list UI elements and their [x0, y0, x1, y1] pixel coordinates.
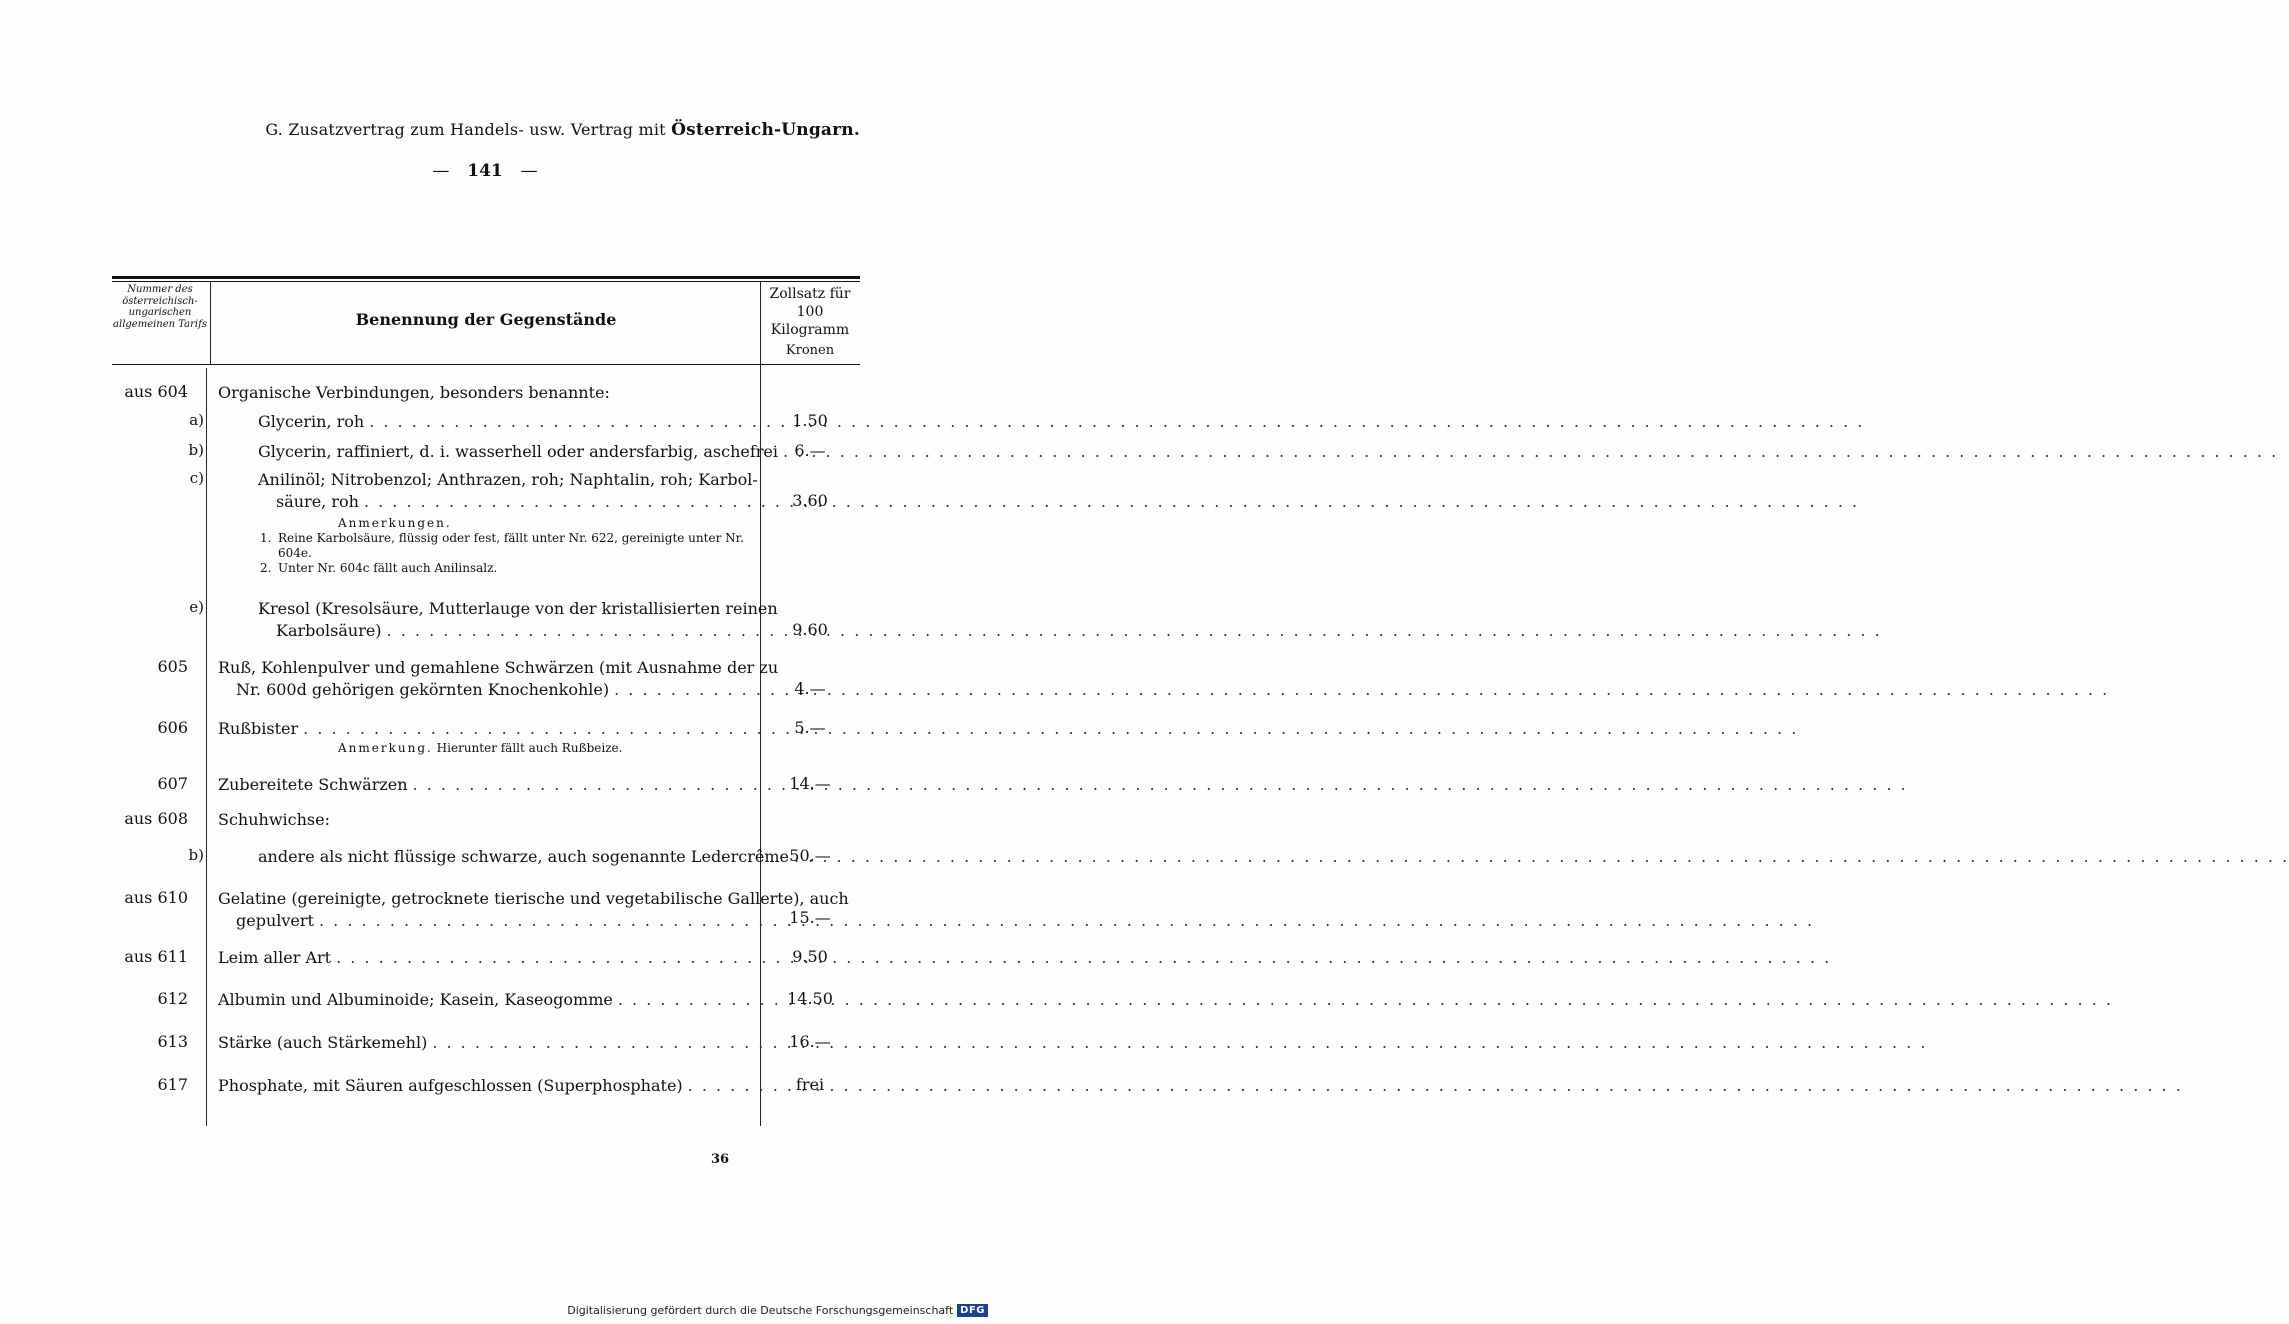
duty-rate: 4.— — [794, 679, 826, 698]
duty-rate: frei — [795, 1075, 825, 1094]
tariff-number: 617 — [157, 1075, 188, 1094]
duty-rate: 9.60 — [792, 620, 828, 639]
note-606 — [338, 741, 622, 756]
dot-leader — [432, 1032, 744, 1054]
tariff-number: aus 611 — [124, 947, 188, 966]
header-name-column: Benennung der Gegenstände — [355, 310, 617, 329]
item-description — [258, 598, 778, 642]
tariff-number: aus 608 — [124, 809, 188, 828]
item-text: Ruß, Kohlenpulver und gemahlene Schwärzen (mit Ausnahme der zu — [218, 658, 779, 677]
note-text: Hierunter fällt auch Rußbeize. — [436, 741, 623, 755]
item-description — [218, 382, 744, 404]
running-head-text: G. Zusatzvertrag zum Handels- usw. Vertrag mit — [265, 120, 666, 139]
item-text: Albumin und Albuminoide; Kasein, Kaseogomme — [218, 990, 613, 1009]
dot-leader — [614, 679, 744, 701]
running-head — [180, 120, 860, 140]
item-text: Kresol (Kresolsäure, Mutterlauge von der kristallisierten reinen — [258, 599, 778, 618]
dot-leader — [319, 910, 744, 932]
page-number-dash-left: — — [432, 161, 450, 181]
item-description — [218, 1075, 744, 1097]
item-description — [218, 718, 744, 740]
duty-rate: 9.50 — [792, 947, 828, 966]
header-rate-unit: Kronen — [785, 343, 835, 358]
tariff-number: 605 — [157, 657, 188, 676]
document-page — [0, 0, 1000, 1324]
footer-text: Digitalisierung gefördert durch die Deutsche Forschungsgemeinschaft — [567, 1304, 954, 1317]
item-text: Stärke (auch Stärkemehl) — [218, 1033, 428, 1052]
item-text: Rußbister — [218, 719, 299, 738]
duty-rate: 14.50 — [787, 989, 833, 1008]
tariff-number: 613 — [157, 1032, 188, 1051]
duty-rate: 6.— — [794, 441, 826, 460]
item-description — [218, 774, 744, 796]
item-description — [218, 657, 779, 701]
page-number-dash-right: — — [520, 161, 538, 181]
note-text: Reine Karbolsäure, flüssig oder fest, fällt unter Nr. 622, gereinigte unter Nr. 604e. — [278, 531, 744, 560]
tariff-subnumber: e) — [189, 598, 204, 616]
dot-leader — [369, 411, 744, 433]
item-description — [258, 469, 758, 513]
duty-rate: 1.50 — [792, 411, 828, 430]
note-number: 2. — [260, 561, 272, 575]
header-column-divider-left — [210, 282, 211, 364]
dot-leader — [413, 774, 744, 796]
item-text: Schuhwichse: — [218, 810, 330, 829]
note-text: Unter Nr. 604c fällt auch Anilinsalz. — [278, 561, 498, 575]
duty-rate: 5.— — [794, 718, 826, 737]
item-description — [218, 947, 744, 969]
item-text: Glycerin, roh — [258, 412, 365, 431]
item-text-continued: Nr. 600d gehörigen gekörnten Knochenkohle) — [236, 680, 610, 699]
tariff-subnumber: a) — [189, 411, 204, 429]
dot-leader — [303, 718, 744, 740]
tariff-number: 606 — [157, 718, 188, 737]
tariff-number: aus 610 — [124, 888, 188, 907]
item-text-continued: säure, roh — [276, 492, 359, 511]
header-number-column: Nummer des österreichisch-ungarischen allgemeinen Tarifs — [113, 284, 207, 330]
tariff-number: 612 — [157, 989, 188, 1008]
note-item — [260, 531, 752, 561]
item-description — [258, 441, 779, 463]
running-head-country: Österreich-Ungarn. — [671, 120, 860, 140]
dot-leader — [387, 620, 744, 642]
tariff-number: aus 604 — [124, 382, 188, 401]
notes-heading: Anmerkungen. — [338, 516, 452, 530]
duty-rate: 16.— — [789, 1032, 831, 1051]
item-text-continued: Karbolsäure) — [276, 621, 382, 640]
dot-leader — [364, 491, 744, 513]
item-text: Leim aller Art — [218, 948, 332, 967]
page-number — [380, 161, 590, 181]
item-description — [258, 846, 790, 868]
dot-leader — [688, 1075, 744, 1097]
duty-rate: 14.— — [789, 774, 831, 793]
item-description — [258, 411, 744, 433]
item-text: Organische Verbindungen, besonders benannte: — [218, 383, 610, 402]
page-number-value: 141 — [467, 161, 503, 181]
table-top-rule — [112, 276, 860, 279]
table-top-rule-thin — [112, 281, 860, 282]
header-rate-column — [762, 285, 858, 360]
sheet-number: 36 — [710, 1152, 730, 1167]
dfg-logo-icon: DFG — [957, 1304, 988, 1317]
dot-leader — [336, 947, 744, 969]
digitization-footer — [567, 1304, 988, 1317]
item-text: Gelatine (gereinigte, getrocknete tierische und vegetabilische Gallerte), auch — [218, 889, 849, 908]
notes-604c — [260, 516, 752, 576]
item-description — [218, 1032, 744, 1054]
duty-rate: 3.60 — [792, 491, 828, 510]
tariff-number: 607 — [157, 774, 188, 793]
note-label: Anmerkung. — [338, 741, 433, 755]
table-header-rule — [112, 364, 860, 365]
item-text: andere als nicht flüssige schwarze, auch sogenannte Ledercrême — [258, 847, 790, 866]
item-text: Glycerin, raffiniert, d. i. wasserhell oder andersfarbig, aschefrei — [258, 442, 779, 461]
note-number: 1. — [260, 531, 272, 545]
item-description — [218, 809, 744, 831]
duty-rate: 50.— — [789, 846, 831, 865]
item-text: Anilinöl; Nitrobenzol; Anthrazen, roh; Naphtalin, roh; Karbol- — [258, 470, 758, 489]
tariff-subnumber: b) — [188, 846, 204, 864]
item-text: Zubereitete Schwärzen — [218, 775, 408, 794]
duty-rate: 15.— — [789, 908, 831, 927]
note-item — [260, 561, 752, 576]
item-text-continued: gepulvert — [236, 911, 314, 930]
header-rate-label: Zollsatz für 100 Kilogramm — [769, 286, 851, 338]
tariff-subnumber: b) — [188, 441, 204, 459]
column-divider-left — [206, 368, 207, 1126]
item-description — [218, 989, 744, 1011]
dot-leader — [618, 989, 744, 1011]
item-text: Phosphate, mit Säuren aufgeschlossen (Superphosphate) — [218, 1076, 683, 1095]
tariff-subnumber: c) — [189, 469, 204, 487]
